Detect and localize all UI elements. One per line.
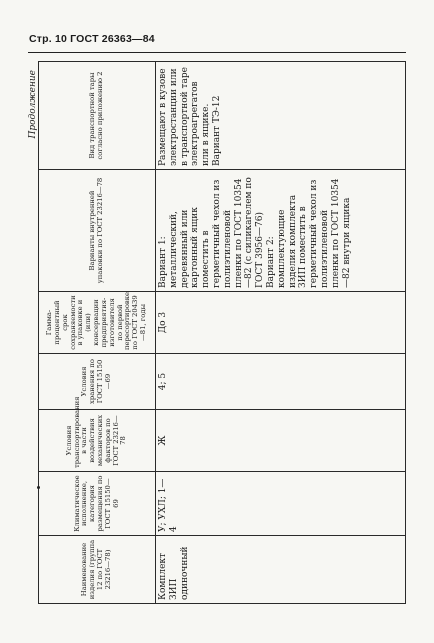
page-header: Стр. 10 ГОСТ 26363—84 — [29, 33, 155, 45]
col-header-packaging: Варианты внутренней упаковки по ГОСТ 23216—78 — [39, 170, 156, 292]
col-header-climate: Климатическое исполнение, категория размещения по ГОСТ 15150—69 — [39, 472, 156, 536]
table-header-row — [39, 62, 156, 604]
product-table — [38, 61, 406, 604]
cell-packaging: Вариант 1: металлический, деревянный или картонный ящик поместить в герметичный чехол из полиэтиленовой пленки по ГОСТ 10354—82 (с силикагелем по ГОСТ 3956—76) Вариант 2: комплектующие изделия комплекта ЗИП поместить в герметичный чехол из полиэтиленовой пленки по ГОСТ 10354—82 внутри ящика — [156, 170, 406, 292]
scan-dot — [37, 486, 40, 489]
col-header-storage: Условия хранения по ГОСТ 15150—69 — [39, 354, 156, 410]
rotated-table-frame — [28, 62, 406, 604]
cell-shelf-life: До 3 — [156, 292, 406, 354]
col-header-shelf-life: Гамма-процентный срок сохраняемости в упаковке и (или) консервации предприятия-изготовителя по первой пересортировке по ГОСТ 20439—81, годы — [39, 292, 156, 354]
col-header-container: Вид транспортной тары согласно приложению 2 — [39, 62, 156, 170]
cell-transport: Ж — [156, 410, 406, 472]
table-row — [156, 62, 406, 604]
col-header-item: Наименование изделия (группа 12 по ГОСТ 23216—78) — [39, 536, 156, 604]
cell-item: Комплект ЗИП одиночный — [156, 536, 406, 604]
cell-storage: 4; 5 — [156, 354, 406, 410]
cell-climate: У; УХЛ; 1—4 — [156, 472, 406, 536]
continuation-label: Продолжение — [28, 70, 38, 139]
col-header-transport: Условия транспортирования в части воздействия механических факторов по ГОСТ 23216—78 — [39, 410, 156, 472]
header-rule — [28, 52, 406, 53]
cell-container: Размещают в кузове электростанции или в транспортной таре электроагрегатов или в ящике. Вариант ТЭ-12 — [156, 62, 406, 170]
